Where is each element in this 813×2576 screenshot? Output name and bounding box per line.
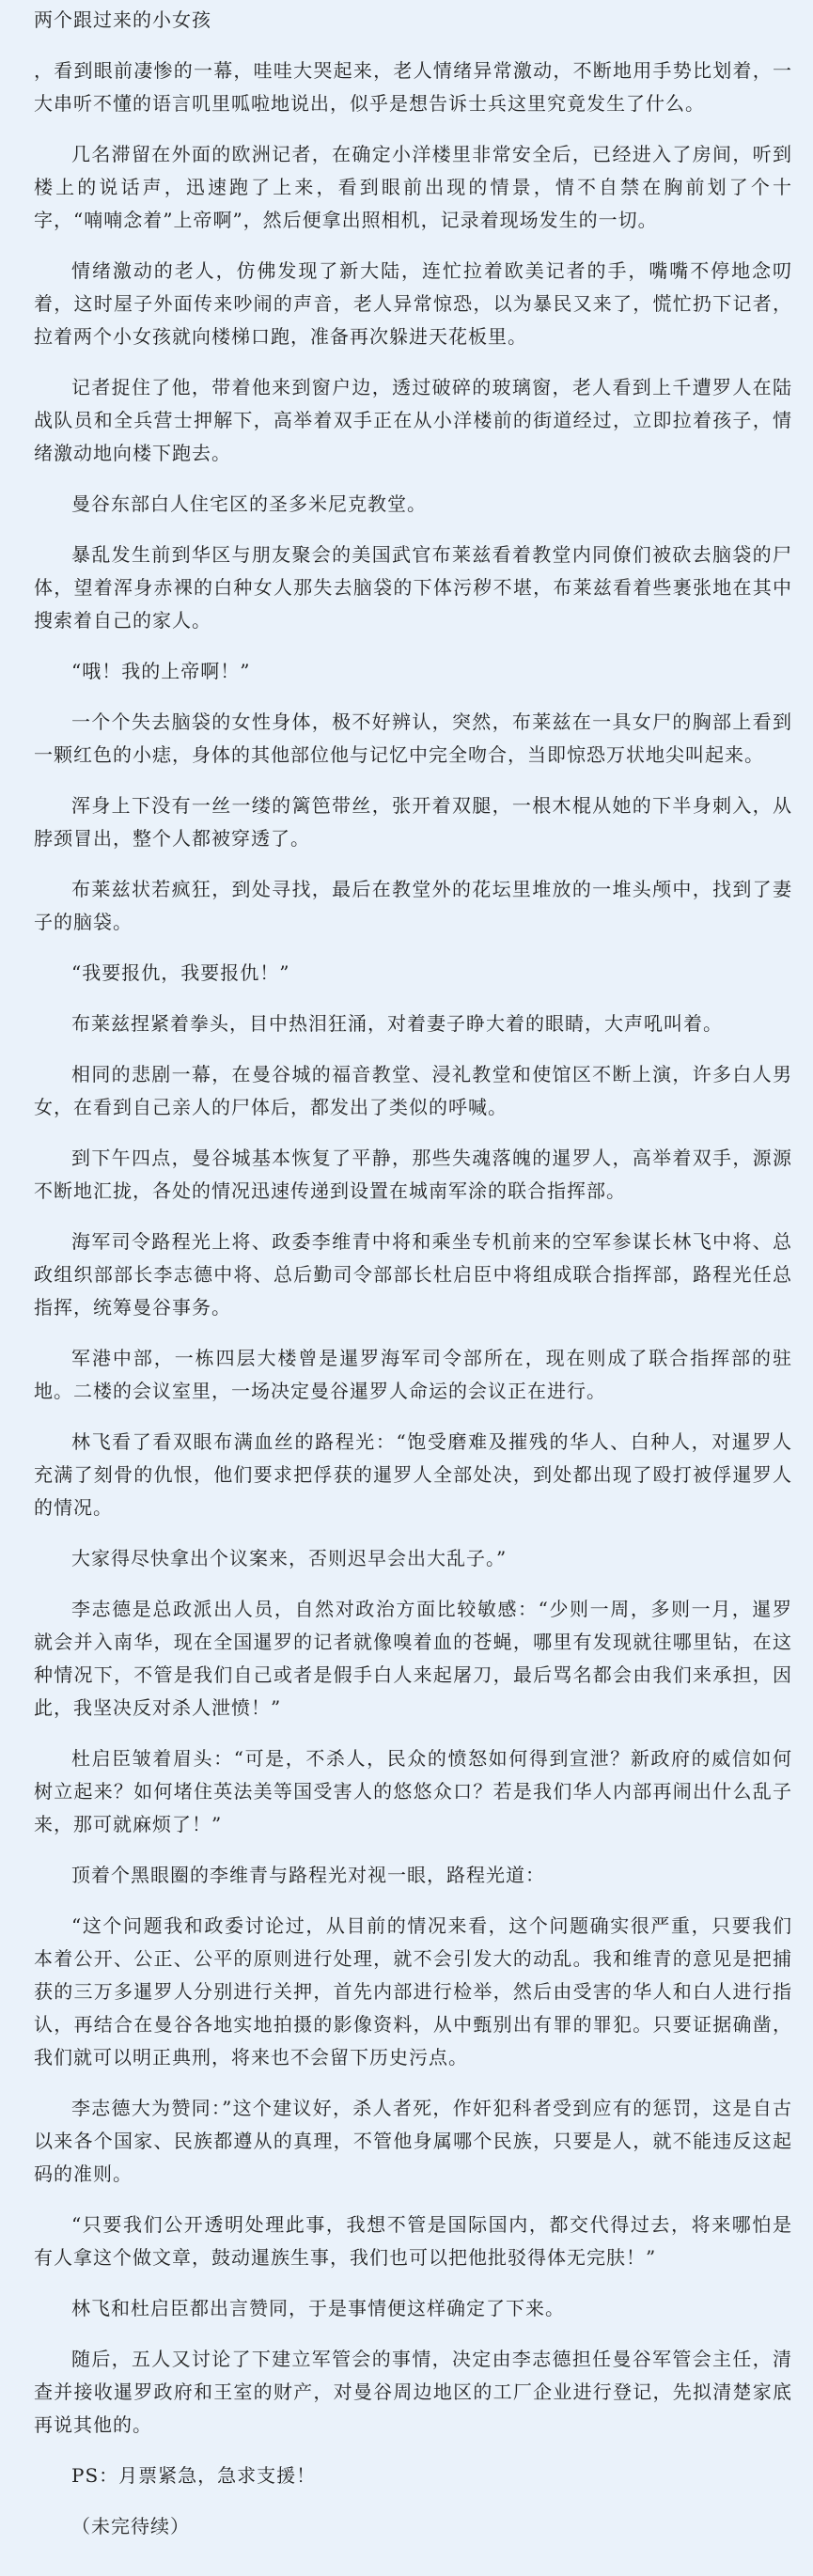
paragraph-quote: “哦！我的上帝啊！” [71, 660, 251, 682]
paragraph: 顶着个黑眼圈的李维青与路程光对视一眼，路程光道： [71, 1864, 545, 1886]
paragraph: 军港中部，一栋四层大楼曾是暹罗海军司令部所在，现在则成了联合指挥部的驻地。二楼的会议室里，一场决定曼谷暹罗人命运的会议正在进行。 [34, 1347, 792, 1402]
paragraph: 曼谷东部白人住宅区的圣多米尼克教堂。 [71, 492, 427, 515]
paragraph: 李志德是总政派出人员，自然对政治方面比较敏感：“少则一周，多则一月，暹罗就会并入南华，现在全国暹罗的记者就像嗅着血的苍蝇，哪里有发现就往哪里钻，在这种情况下，不管是我们自己或者是假手白人来起屠刀，最后骂名都会由我们来承担，因此，我坚决反对杀人泄愤！” [34, 1598, 792, 1719]
ps-note: PS：月票紧急，急求支援！ [71, 2464, 317, 2487]
paragraph: 随后，五人又讨论了下建立军管会的事情，决定由李志德担任曼谷军管会主任，清查并接收暹罗政府和王室的财产，对曼谷周边地区的工厂企业进行登记，先拟清楚家底再说其他的。 [34, 2348, 792, 2436]
paragraph: 暴乱发生前到华区与朋友聚会的美国武官布莱兹看着教堂内同僚们被砍去脑袋的尸体，望着浑身赤裸的白种女人那失去脑袋的下体污秽不堪，布莱兹看着些裹张地在其中搜索着自己的家人。 [34, 543, 792, 632]
paragraph: 一个个失去脑袋的女性身体，极不好辨认，突然，布莱兹在一具女尸的胸部上看到一颗红色的小痣，身体的其他部位他与记忆中完全吻合，当即惊恐万状地尖叫起来。 [34, 710, 792, 766]
paragraph: 相同的悲剧一幕，在曼谷城的福音教堂、浸礼教堂和使馆区不断上演，许多白人男女，在看到自己亲人的尸体后，都发出了类似的呼喊。 [34, 1063, 792, 1118]
paragraph: 情绪激动的老人，仿佛发现了新大陆，连忙拉着欧美记者的手，嘴嘴不停地念叨着，这时屋子外面传来吵闹的声音，老人异常惊恐，以为暴民又来了，慌忙扔下记者，拉着两个小女孩就向楼梯口跑，准备再次躲进天花板里。 [34, 259, 792, 348]
paragraph: 几名滞留在外面的欧洲记者，在确定小洋楼里非常安全后，已经进入了房间，听到楼上的说话声，迅速跑了上来，看到眼前出现的情景，情不自禁在胸前划了个十字，“喃喃念着”上帝啊”，然后便拿出照相机，记录着现场发生的一切。 [34, 143, 792, 231]
paragraph: “只要我们公开透明处理此事，我想不管是国际国内，都交代得过去，将来哪怕是有人拿这个做文章，鼓动暹族生事，我们也可以把他批驳得体无完肤！” [34, 2213, 792, 2269]
paragraph: 杜启臣皱着眉头：“可是，不杀人，民众的愤怒如何得到宣泄？新政府的威信如何树立起来？如何堵住英法美等国受害人的悠悠众口？若是我们华人内部再闹出什么乱子来，那可就麻烦了！” [34, 1747, 792, 1835]
paragraph: 浑身上下没有一丝一缕的篱笆带丝，张开着双腿，一根木棍从她的下半身刺入，从脖颈冒出，整个人都被穿透了。 [34, 794, 792, 850]
paragraph-quote: “我要报仇，我要报仇！” [71, 961, 290, 984]
paragraph: 布莱兹状若疯狂，到处寻找，最后在教堂外的花坛里堆放的一堆头颅中，找到了妻子的脑袋。 [34, 878, 792, 933]
paragraph: “这个问题我和政委讨论过，从目前的情况来看，这个问题确实很严重，只要我们本着公开、公正、公平的原则进行处理，就不会引发大的动乱。我和维青的意见是把捕获的三万多暹罗人分别进行关押，首先内部进行检举，然后由受害的华人和白人进行指认，再结合在曼谷各地实地拍摄的影像资料，从中甄别出有罪的罪犯。只要证据确凿，我们就可以明正典刑，将来也不会留下历史污点。 [34, 1914, 792, 2069]
paragraph: 布莱兹捏紧着拳头，目中热泪狂涌，对着妻子睁大着的眼睛，大声吼叫着。 [71, 1012, 723, 1035]
paragraph: 李志德大为赞同：”这个建议好，杀人者死，作奸犯科者受到应有的惩罚，这是自古以来各个国家、民族都遵从的真理，不管他身属哪个民族，只要是人，就不能违反这起码的准则。 [34, 2097, 792, 2185]
paragraph: 海军司令路程光上将、政委李维青中将和乘坐专机前来的空军参谋长林飞中将、总政组织部部长李志德中将、总后勤司令部部长杜启臣中将组成联合指挥部，路程光任总指挥，统筹曼谷事务。 [34, 1230, 792, 1319]
paragraph: ，看到眼前凄惨的一幕，哇哇大哭起来，老人情绪异常激动，不断地用手势比划着，一大串听不懂的语言叽里呱啦地说出，似乎是想告诉士兵这里究竟发生了什么。 [34, 59, 792, 115]
paragraph: 林飞看了看双眼布满血丝的路程光：“饱受磨难及摧残的华人、白种人，对暹罗人充满了刻骨的仇恨，他们要求把俘获的暹罗人全部处决，到处都出现了殴打被俘暹罗人的情况。 [34, 1430, 792, 1519]
paragraph: 到下午四点，曼谷城基本恢复了平静，那些失魂落魄的暹罗人，高举着双手，源源不断地汇拢，各处的情况迅速传递到设置在城南军涂的联合指挥部。 [34, 1147, 792, 1202]
paragraph: 大家得尽快拿出个议案来，否则迟早会出大乱子。” [71, 1547, 508, 1569]
to-be-continued: （未完待续） [71, 2515, 190, 2537]
paragraph: 记者捉住了他，带着他来到窗户边，透过破碎的玻璃窗，老人看到上千遭罗人在陆战队员和全兵营士押解下，高举着双手正在从小洋楼前的街道经过，立即拉着孩子，情绪激动地向楼下跑去。 [34, 376, 792, 464]
paragraph-continuation-header: 两个跟过来的小女孩 [34, 8, 211, 31]
paragraph: 林飞和杜启臣都出言赞同，于是事情便这样确定了下来。 [71, 2297, 565, 2319]
